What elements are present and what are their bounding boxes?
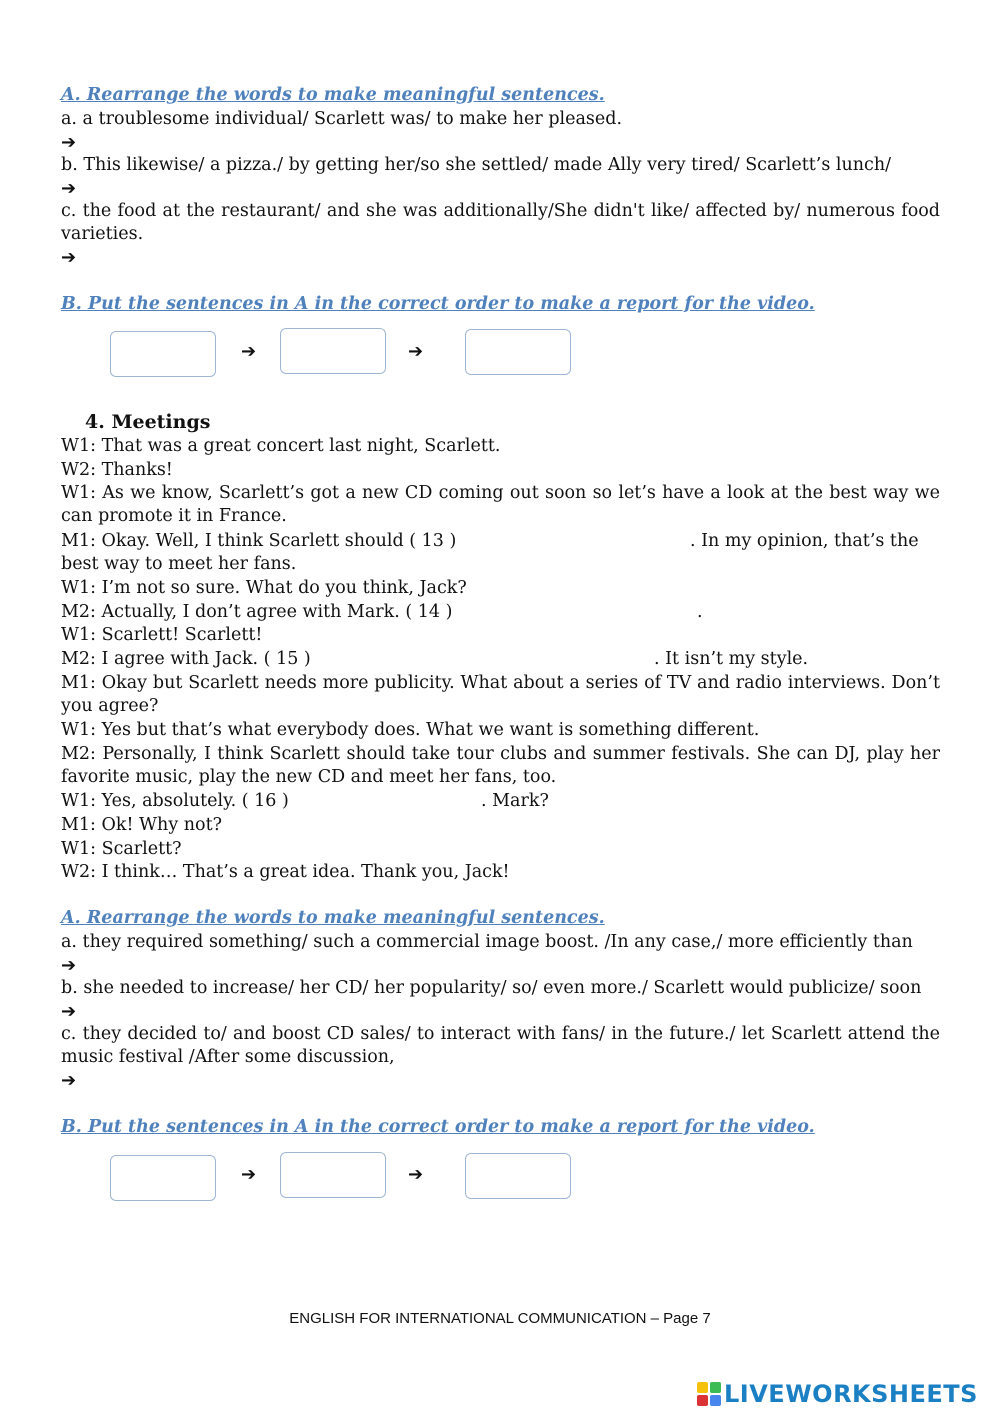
arrow-icon: ➔: [408, 1164, 424, 1185]
dialogue-line-14-end: .: [697, 602, 703, 622]
dialogue-line: M1: Ok! Why not?: [61, 815, 222, 835]
dialogue-line-16-end: . Mark?: [481, 791, 549, 811]
section3-item-b: b. This likewise/ a pizza./ by getting her/so she settled/ made Ally very tired/ Scarlett’s lunch/: [61, 155, 892, 175]
dialogue-line: M1: Okay but Scarlett needs more publicity. What about a series of TV and radio interviews. Don’t you agree?: [61, 673, 940, 716]
logo-square: [697, 1395, 708, 1406]
logo-square: [697, 1382, 708, 1393]
logo-text: LIVEWORKSHEETS: [724, 1380, 978, 1408]
dialogue-line-13-end: . In my opinion, that’s the: [690, 531, 919, 551]
blank-13[interactable]: [440, 530, 685, 553]
order-box-6[interactable]: [465, 1153, 571, 1199]
order-box-5[interactable]: [280, 1152, 386, 1198]
blank-15[interactable]: [297, 648, 647, 671]
dialogue-line: W1: I’m not so sure. What do you think, Jack?: [61, 578, 467, 598]
dialogue-line: W2: I think… That’s a great idea. Thank you, Jack!: [61, 862, 510, 882]
order-box-3[interactable]: [465, 329, 571, 375]
section4-heading-a: A. Rearrange the words to make meaningful sentences.: [61, 908, 605, 928]
blank-16[interactable]: [286, 790, 476, 813]
dialogue-line: W1: Scarlett! Scarlett!: [61, 625, 263, 645]
arrow-icon: ➔: [61, 132, 77, 153]
arrow-icon: ➔: [61, 178, 77, 199]
section4-heading-b: B. Put the sentences in A in the correct order to make a report for the video.: [61, 1117, 815, 1137]
dialogue-line: W1: Yes but that’s what everybody does. What we want is something different.: [61, 720, 760, 740]
arrow-icon: ➔: [241, 1164, 257, 1185]
page-footer: ENGLISH FOR INTERNATIONAL COMMUNICATION – Page 7: [289, 1310, 711, 1327]
section3-heading-a: A. Rearrange the words to make meaningful sentences.: [61, 85, 605, 105]
section3-item-a: a. a troublesome individual/ Scarlett was/ to make her pleased.: [61, 109, 623, 129]
logo-square: [710, 1395, 721, 1406]
order-box-2[interactable]: [280, 328, 386, 374]
arrow-icon: ➔: [61, 955, 77, 976]
order-box-1[interactable]: [110, 331, 216, 377]
dialogue-line: W1: Scarlett?: [61, 839, 182, 859]
section4-title: 4. Meetings: [85, 411, 211, 433]
dialogue-line: best way to meet her fans.: [61, 554, 297, 574]
arrow-icon: ➔: [61, 1001, 77, 1022]
dialogue-line-13: M1: Okay. Well, I think Scarlett should ( 13 ): [61, 531, 457, 551]
section3-item-c: c. the food at the restaurant/ and she was additionally/She didn't like/ affected by/ numerous food varieties.: [61, 201, 940, 244]
section3-heading-b: B. Put the sentences in A in the correct order to make a report for the video.: [61, 294, 815, 314]
section4-item-c: c. they decided to/ and boost CD sales/ to interact with fans/ in the future./ let Scarlett attend the music festival /After some discussion,: [61, 1024, 940, 1067]
liveworksheets-logo: [697, 1380, 978, 1408]
arrow-icon: ➔: [61, 247, 77, 268]
dialogue-line: W2: Thanks!: [61, 460, 173, 480]
arrow-icon: ➔: [241, 341, 257, 362]
section4-item-a: a. they required something/ such a commercial image boost. /In any case,/ more efficiently than: [61, 932, 913, 952]
arrow-icon: ➔: [61, 1070, 77, 1091]
dialogue-line: W1: As we know, Scarlett’s got a new CD coming out soon so let’s have a look at the best way we can promote it in France.: [61, 483, 940, 526]
dialogue-line-15: M2: I agree with Jack. ( 15 ): [61, 649, 311, 669]
dialogue-line: W1: That was a great concert last night, Scarlett.: [61, 436, 501, 456]
dialogue-line: M2: Personally, I think Scarlett should take tour clubs and summer festivals. She can DJ, play her favorite music, play the new CD and meet her fans, too.: [61, 744, 940, 787]
arrow-icon: ➔: [408, 341, 424, 362]
dialogue-line-15-end: . It isn’t my style.: [654, 649, 809, 669]
order-box-4[interactable]: [110, 1155, 216, 1201]
logo-mark-icon: [697, 1382, 721, 1406]
dialogue-line-14: M2: Actually, I don’t agree with Mark. ( 14 ): [61, 602, 453, 622]
blank-14[interactable]: [436, 601, 694, 624]
section4-item-b: b. she needed to increase/ her CD/ her popularity/ so/ even more./ Scarlett would publicize/ soon: [61, 978, 922, 998]
dialogue-line-16: W1: Yes, absolutely. ( 16 ): [61, 791, 289, 811]
logo-square: [710, 1382, 721, 1393]
